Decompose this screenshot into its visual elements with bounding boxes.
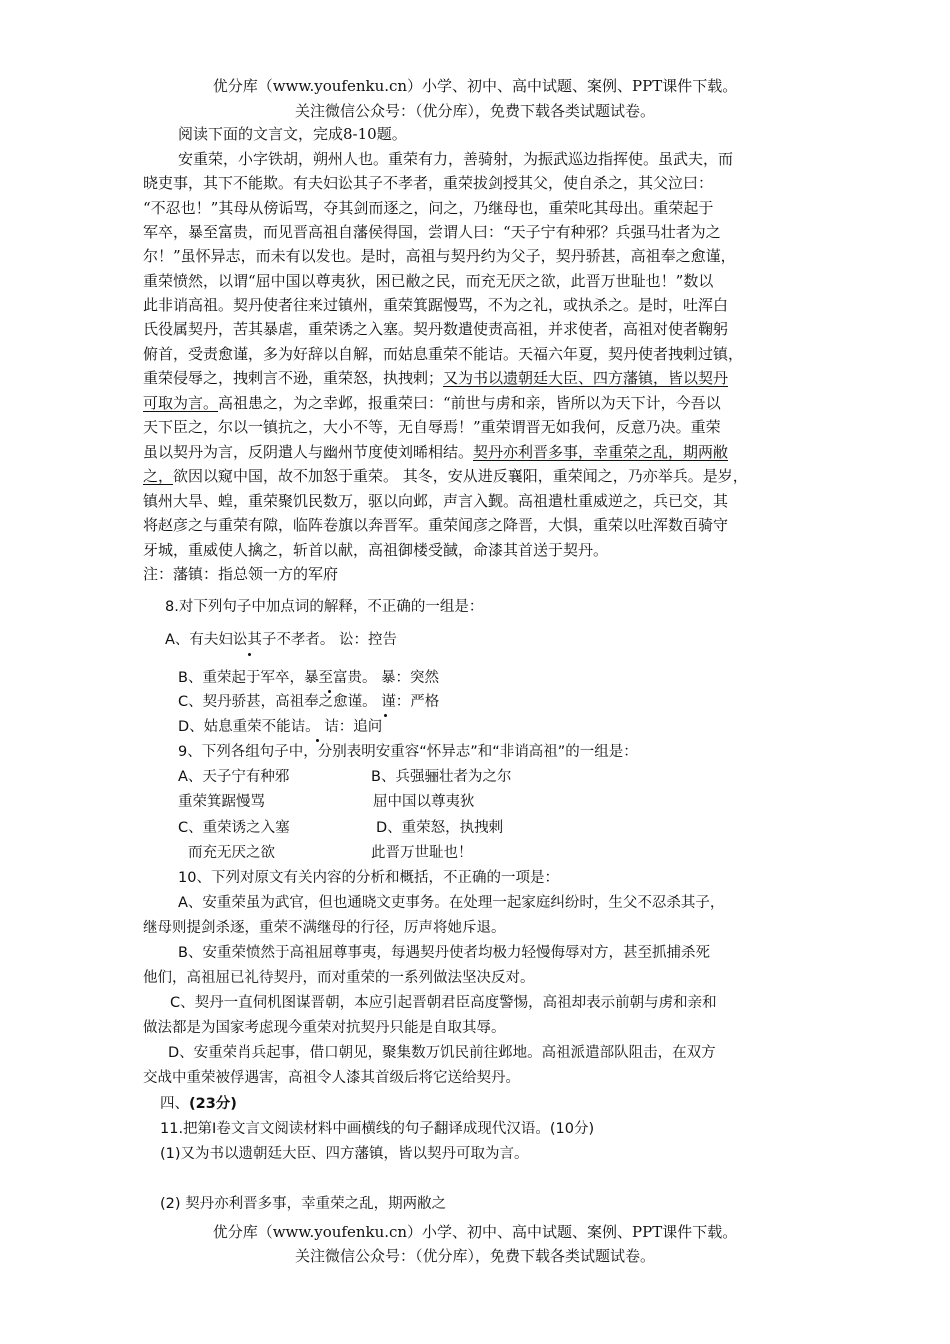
q9-option-a-line1: A、天子宁有种邪 — [178, 769, 290, 785]
underlined-sentence-2-end: 之， — [143, 467, 174, 485]
header-line-2: 关注微信公众号：（优分库），免费下载各类试题试卷。 — [294, 102, 655, 120]
section-4-score: (23分) — [189, 1096, 237, 1112]
header-line-1: 优分库（www.youfenku.cn）小学、初中、高中试题、案例、PPT课件下载。 — [212, 77, 738, 95]
passage-line: 晓吏事，其下不能欺。有夫妇讼其子不孝者，重荣拔剑授其父，使自杀之，其父泣曰： — [143, 174, 714, 192]
passage-line: 牙城，重威使人擒之，斩首以献，高祖御楼受馘，命漆其首送于契丹。 — [143, 541, 609, 559]
q9-option-c-line1: C、重荣诱之入塞 — [178, 820, 290, 836]
q10-option-c-line1: C、契丹一直伺机图谋晋朝，本应引起晋朝君臣高度警惕，高祖却表示前朝与虏和亲和 — [170, 995, 717, 1011]
passage-line: 重荣愤然，以谓“屈中国以尊夷狄，困已敝之民，而充无厌之欲，此晋万世耻也！”数以 — [143, 272, 714, 290]
passage-text: 重荣侵辱之，拽剌言不逊，重荣怒，执拽剌； — [143, 369, 444, 387]
q9-option-a-line2: 重荣箕踞慢骂 — [178, 794, 265, 810]
passage-line: 军卒，暴至富贵，而见晋高祖自藩侯得国，尝谓人曰：“天子宁有种邪？兵强马壮者为之 — [143, 223, 721, 241]
passage-line: 将赵彦之与重荣有隙，临阵卷旗以奔晋军。重荣闻彦之降晋，大惧，重荣以吐浑数百骑守 — [143, 516, 729, 534]
underlined-sentence-1: 又为书以遗朝廷大臣、四方藩镇，皆以契丹 — [443, 369, 729, 387]
q9-option-d-line2: 此晋万世耻也！ — [371, 845, 473, 861]
passage-line: 俯首，受责愈谨，多为好辞以自解，而姑息重荣不能诘。天福六年夏，契丹使者拽剌过镇， — [143, 345, 744, 363]
passage-line: 尔！”虽怀异志，而未有以发也。是时，高祖与契丹约为父子，契丹骄甚，高祖奉之愈谨， — [143, 247, 736, 265]
q11-stem: 11.把第Ⅰ卷文言文阅读材料中画横线的句子翻译成现代汉语。(10分) — [160, 1121, 595, 1137]
emphasis-dot — [248, 653, 251, 656]
passage-line: 镇州大旱、蝗，重荣聚饥民数万，驱以向邺，声言入觐。高祖遣杜重威逆之，兵已交，其 — [143, 492, 729, 510]
emphasis-dot — [384, 714, 387, 717]
q11-sentence-1: (1)又为书以遗朝廷大臣、四方藩镇，皆以契丹可取为言。 — [160, 1146, 529, 1162]
passage-line — [143, 367, 728, 389]
passage-text: 虽以契丹为言，反阴遣人与幽州节度使刘晞相结。 — [143, 443, 474, 461]
reading-instruction: 阅读下面的文言文，完成8-10题。 — [178, 125, 407, 143]
q10-option-b-line2: 他们，高祖屈已礼待契丹，而对重荣的一系列做法坚决反对。 — [143, 970, 535, 986]
q11-sentence-2: (2) 契丹亦利晋多事，幸重荣之乱，期两敝之 — [160, 1196, 447, 1212]
footer-line-2: 关注微信公众号：（优分库），免费下载各类试题试卷。 — [294, 1247, 655, 1265]
passage-line — [143, 392, 721, 414]
q10-option-c-line2: 做法都是为国家考虑现今重荣对抗契丹只能是自取其辱。 — [143, 1020, 506, 1036]
passage-line: 天下臣之，尔以一镇抗之，大小不等，无自辱焉！”重荣谓晋无如我何，反意乃决。重荣 — [143, 418, 721, 436]
q8-stem: 8.对下列句子中加点词的解释，不正确的一组是： — [165, 599, 484, 615]
passage-text: 欲因以窥中国，故不加怒于重荣。 其冬，安从进反襄阳，重荣闻之，乃亦举兵。是岁， — [173, 467, 748, 485]
passage-line — [143, 465, 748, 487]
passage-line: 氏役属契丹，苦其暴虐，重荣诱之入塞。契丹数遣使责高祖，并求使者，高祖对使者鞠躬 — [143, 320, 729, 338]
q10-option-a-line2: 继母则提剑杀逐，重荣不满继母的行径，厉声将她斥退。 — [143, 920, 506, 936]
q10-option-a-line1: A、安重荣虽为武官，但也通晓文吏事务。在处理一起家庭纠纷时，生父不忍杀其子， — [178, 895, 725, 911]
passage-line: “不忍也！”其母从傍诟骂，夺其剑而逐之，问之，乃继母也，重荣叱其母出。重荣起于 — [143, 199, 714, 217]
passage-line: 安重荣，小字铁胡，朔州人也。重荣有力，善骑射，为振武巡边指挥使。虽武夫，而 — [178, 150, 734, 168]
underlined-sentence-1-end: 可取为言。 — [143, 394, 219, 412]
q10-option-b-line1: B、安重荣愤然于高祖屈尊事夷，每遇契丹使者均极力轻慢侮辱对方，甚至抓捕杀死 — [178, 945, 710, 961]
q8-option-b: B、重荣起于军卒，暴至富贵。 暴：突然 — [178, 670, 440, 686]
passage-text: 高祖患之，为之幸邺，报重荣曰：“前世与虏和亲，皆所以为天下计，今吾以 — [218, 394, 721, 412]
section-4-heading — [160, 1093, 237, 1115]
section-4-label: 四、 — [160, 1096, 189, 1112]
q9-stem: 9、下列各组句子中，分别表明安重容“怀异志”和“非诮高祖”的一组是： — [178, 744, 638, 760]
q9-option-b-line2: 屈中国以尊夷狄 — [373, 794, 475, 810]
q9-option-b-line1: B、兵强骊壮者为之尔 — [371, 769, 512, 785]
passage-note: 注：藩镇：指总领一方的军府 — [143, 565, 339, 583]
q8-option-a: A、有夫妇讼其子不孝者。 讼：控告 — [165, 632, 398, 648]
q10-option-d-line1: D、安重荣肖兵起事，借口朝见，聚集数万饥民前往邺地。高祖派遣部队阻击，在双方 — [168, 1045, 716, 1061]
q10-stem: 10、下列对原文有关内容的分析和概括，不正确的一项是： — [178, 870, 559, 886]
underlined-sentence-2: 契丹亦利晋多事，幸重荣之乱，期两敝 — [473, 443, 729, 461]
passage-line: 此非诮高祖。契丹使者往来过镇州，重荣箕踞慢骂，不为之礼，或执杀之。是时，吐浑白 — [143, 296, 729, 314]
q10-option-d-line2: 交战中重荣被俘遇害，高祖令人漆其首级后将它送给契丹。 — [143, 1070, 520, 1086]
passage-line — [143, 441, 728, 463]
q8-option-c: C、契丹骄甚，高祖奉之愈谨。 谨：严格 — [178, 694, 440, 710]
q9-option-c-line2: 而充无厌之欲 — [188, 845, 275, 861]
q8-option-d: D、姑息重荣不能诘。 诘：追问 — [178, 719, 383, 735]
q9-option-d-line1: D、重荣怒，执拽剌 — [376, 820, 504, 836]
footer-line-1: 优分库（www.youfenku.cn）小学、初中、高中试题、案例、PPT课件下载。 — [212, 1223, 738, 1241]
